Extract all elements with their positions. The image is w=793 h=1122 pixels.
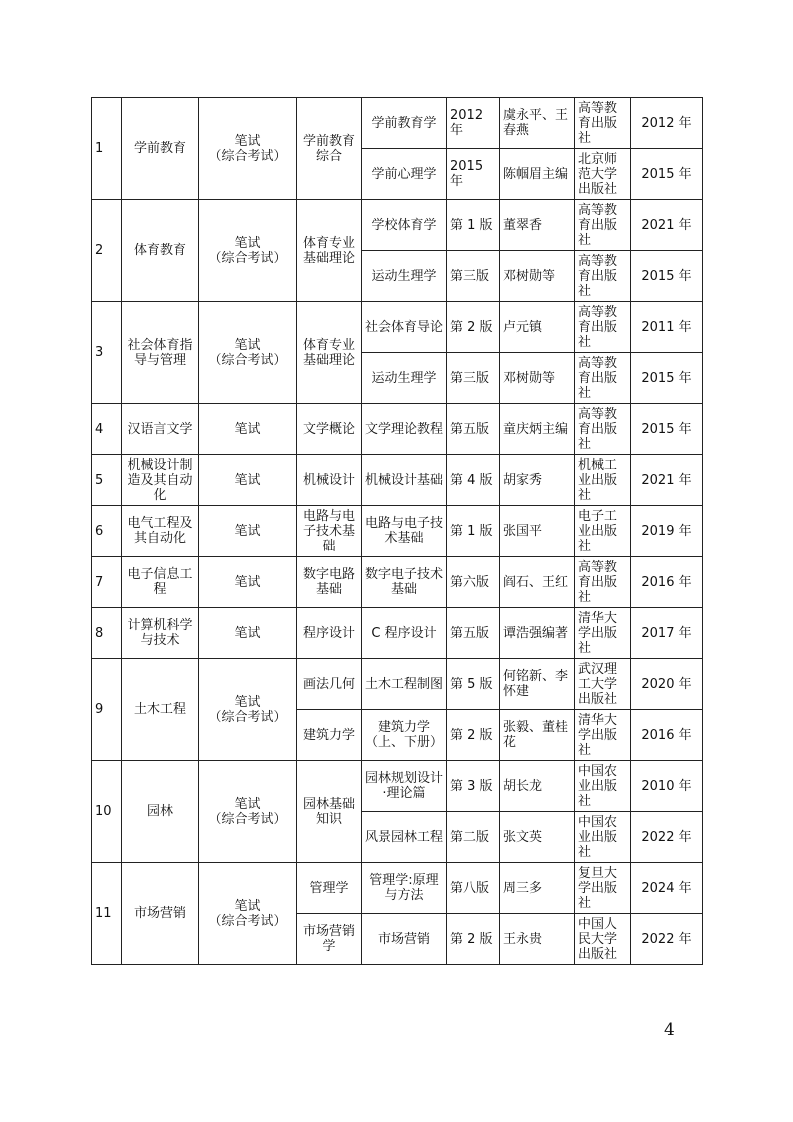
table-row	[92, 455, 703, 506]
year-cell: 2015 年	[631, 149, 703, 200]
edition-cell: 第二版	[447, 812, 500, 863]
year-cell: 2020 年	[631, 659, 703, 710]
publisher-cell: 中国农业出版社	[575, 761, 631, 812]
edition-cell: 第三版	[447, 353, 500, 404]
publisher-cell: 中国人民大学出版社	[575, 914, 631, 965]
author-cell: 张文英	[500, 812, 575, 863]
major-cell: 电气工程及其自动化	[122, 506, 199, 557]
exam-type-cell: 笔试	[199, 404, 297, 455]
edition-cell: 第 2 版	[447, 914, 500, 965]
table-row	[92, 659, 703, 710]
major-cell: 汉语言文学	[122, 404, 199, 455]
publisher-cell: 机械工业出版社	[575, 455, 631, 506]
subject-cell: 学前教育综合	[297, 98, 362, 200]
major-cell: 计算机科学与技术	[122, 608, 199, 659]
publisher-cell: 高等教育出版社	[575, 302, 631, 353]
publisher-cell: 高等教育出版社	[575, 200, 631, 251]
exam-type-cell: 笔试 （综合考试）	[199, 200, 297, 302]
row-number: 3	[92, 302, 122, 404]
author-cell: 周三多	[500, 863, 575, 914]
book-title-cell: 市场营销	[362, 914, 447, 965]
year-cell: 2021 年	[631, 200, 703, 251]
row-number: 11	[92, 863, 122, 965]
author-cell: 董翠香	[500, 200, 575, 251]
table-row	[92, 557, 703, 608]
book-title-cell: 学前教育学	[362, 98, 447, 149]
edition-cell: 第 3 版	[447, 761, 500, 812]
publisher-cell: 清华大学出版社	[575, 608, 631, 659]
edition-cell: 2015年	[447, 149, 500, 200]
book-title-cell: 社会体育导论	[362, 302, 447, 353]
exam-type-cell: 笔试	[199, 557, 297, 608]
book-title-cell: 园林规划设计·理论篇	[362, 761, 447, 812]
edition-cell: 第八版	[447, 863, 500, 914]
table-row	[92, 404, 703, 455]
subject-cell: 文学概论	[297, 404, 362, 455]
table-row	[92, 863, 703, 914]
author-cell: 胡长龙	[500, 761, 575, 812]
author-cell: 张国平	[500, 506, 575, 557]
table-row	[92, 200, 703, 251]
author-cell: 谭浩强编著	[500, 608, 575, 659]
publisher-cell: 高等教育出版社	[575, 404, 631, 455]
subject-cell: 体育专业基础理论	[297, 200, 362, 302]
year-cell: 2019 年	[631, 506, 703, 557]
table-row	[92, 761, 703, 812]
author-cell: 张毅、董桂花	[500, 710, 575, 761]
book-title-cell: C 程序设计	[362, 608, 447, 659]
table-row	[92, 98, 703, 149]
row-number: 5	[92, 455, 122, 506]
table-row	[92, 608, 703, 659]
author-cell: 虞永平、王春燕	[500, 98, 575, 149]
edition-cell: 第六版	[447, 557, 500, 608]
subject-cell: 市场营销学	[297, 914, 362, 965]
book-title-cell: 文学理论教程	[362, 404, 447, 455]
year-cell: 2015 年	[631, 353, 703, 404]
subject-cell: 园林基础知识	[297, 761, 362, 863]
subject-cell: 电路与电子技术基础	[297, 506, 362, 557]
book-title-cell: 电路与电子技术基础	[362, 506, 447, 557]
book-title-cell: 运动生理学	[362, 251, 447, 302]
publisher-cell: 武汉理工大学出版社	[575, 659, 631, 710]
book-title-cell: 机械设计基础	[362, 455, 447, 506]
author-cell: 王永贵	[500, 914, 575, 965]
publisher-cell: 高等教育出版社	[575, 98, 631, 149]
year-cell: 2017 年	[631, 608, 703, 659]
table-row	[92, 506, 703, 557]
book-title-cell: 管理学:原理与方法	[362, 863, 447, 914]
book-title-cell: 学前心理学	[362, 149, 447, 200]
publisher-cell: 中国农业出版社	[575, 812, 631, 863]
book-title-cell: 学校体育学	[362, 200, 447, 251]
exam-type-cell: 笔试	[199, 455, 297, 506]
exam-type-cell: 笔试	[199, 608, 297, 659]
author-cell: 卢元镇	[500, 302, 575, 353]
publisher-cell: 高等教育出版社	[575, 557, 631, 608]
subject-cell: 建筑力学	[297, 710, 362, 761]
author-cell: 邓树勋等	[500, 251, 575, 302]
publisher-cell: 电子工业出版社	[575, 506, 631, 557]
edition-cell: 第 2 版	[447, 710, 500, 761]
row-number: 6	[92, 506, 122, 557]
subject-cell: 体育专业基础理论	[297, 302, 362, 404]
edition-cell: 2012年	[447, 98, 500, 149]
major-cell: 机械设计制造及其自动化	[122, 455, 199, 506]
row-number: 9	[92, 659, 122, 761]
row-number: 7	[92, 557, 122, 608]
publisher-cell: 高等教育出版社	[575, 353, 631, 404]
major-cell: 社会体育指导与管理	[122, 302, 199, 404]
book-title-cell: 风景园林工程	[362, 812, 447, 863]
year-cell: 2011 年	[631, 302, 703, 353]
book-title-cell: 土木工程制图	[362, 659, 447, 710]
subject-cell: 画法几何	[297, 659, 362, 710]
publisher-cell: 复旦大学出版社	[575, 863, 631, 914]
row-number: 10	[92, 761, 122, 863]
major-cell: 学前教育	[122, 98, 199, 200]
year-cell: 2022 年	[631, 914, 703, 965]
major-cell: 体育教育	[122, 200, 199, 302]
row-number: 4	[92, 404, 122, 455]
book-title-cell: 数字电子技术基础	[362, 557, 447, 608]
textbook-table	[91, 97, 703, 965]
edition-cell: 第 2 版	[447, 302, 500, 353]
year-cell: 2015 年	[631, 251, 703, 302]
row-number: 1	[92, 98, 122, 200]
author-cell: 邓树勋等	[500, 353, 575, 404]
edition-cell: 第 5 版	[447, 659, 500, 710]
page-number: 4	[664, 1020, 675, 1040]
author-cell: 童庆炳主编	[500, 404, 575, 455]
year-cell: 2022 年	[631, 812, 703, 863]
edition-cell: 第三版	[447, 251, 500, 302]
year-cell: 2021 年	[631, 455, 703, 506]
subject-cell: 管理学	[297, 863, 362, 914]
author-cell: 阎石、王红	[500, 557, 575, 608]
year-cell: 2016 年	[631, 557, 703, 608]
row-number: 8	[92, 608, 122, 659]
year-cell: 2012 年	[631, 98, 703, 149]
edition-cell: 第五版	[447, 608, 500, 659]
exam-type-cell: 笔试 （综合考试）	[199, 863, 297, 965]
major-cell: 市场营销	[122, 863, 199, 965]
major-cell: 电子信息工程	[122, 557, 199, 608]
author-cell: 胡家秀	[500, 455, 575, 506]
exam-type-cell: 笔试 （综合考试）	[199, 302, 297, 404]
exam-type-cell: 笔试 （综合考试）	[199, 659, 297, 761]
major-cell: 土木工程	[122, 659, 199, 761]
book-title-cell: 运动生理学	[362, 353, 447, 404]
subject-cell: 机械设计	[297, 455, 362, 506]
row-number: 2	[92, 200, 122, 302]
table-row	[92, 302, 703, 353]
publisher-cell: 高等教育出版社	[575, 251, 631, 302]
subject-cell: 数字电路基础	[297, 557, 362, 608]
exam-type-cell: 笔试	[199, 506, 297, 557]
author-cell: 陈帼眉主编	[500, 149, 575, 200]
exam-type-cell: 笔试 （综合考试）	[199, 98, 297, 200]
book-title-cell: 建筑力学（上、下册）	[362, 710, 447, 761]
edition-cell: 第 1 版	[447, 200, 500, 251]
year-cell: 2010 年	[631, 761, 703, 812]
year-cell: 2016 年	[631, 710, 703, 761]
publisher-cell: 北京师范大学出版社	[575, 149, 631, 200]
author-cell: 何铭新、李怀建	[500, 659, 575, 710]
year-cell: 2015 年	[631, 404, 703, 455]
publisher-cell: 清华大学出版社	[575, 710, 631, 761]
major-cell: 园林	[122, 761, 199, 863]
edition-cell: 第五版	[447, 404, 500, 455]
exam-type-cell: 笔试 （综合考试）	[199, 761, 297, 863]
subject-cell: 程序设计	[297, 608, 362, 659]
edition-cell: 第 1 版	[447, 506, 500, 557]
edition-cell: 第 4 版	[447, 455, 500, 506]
year-cell: 2024 年	[631, 863, 703, 914]
